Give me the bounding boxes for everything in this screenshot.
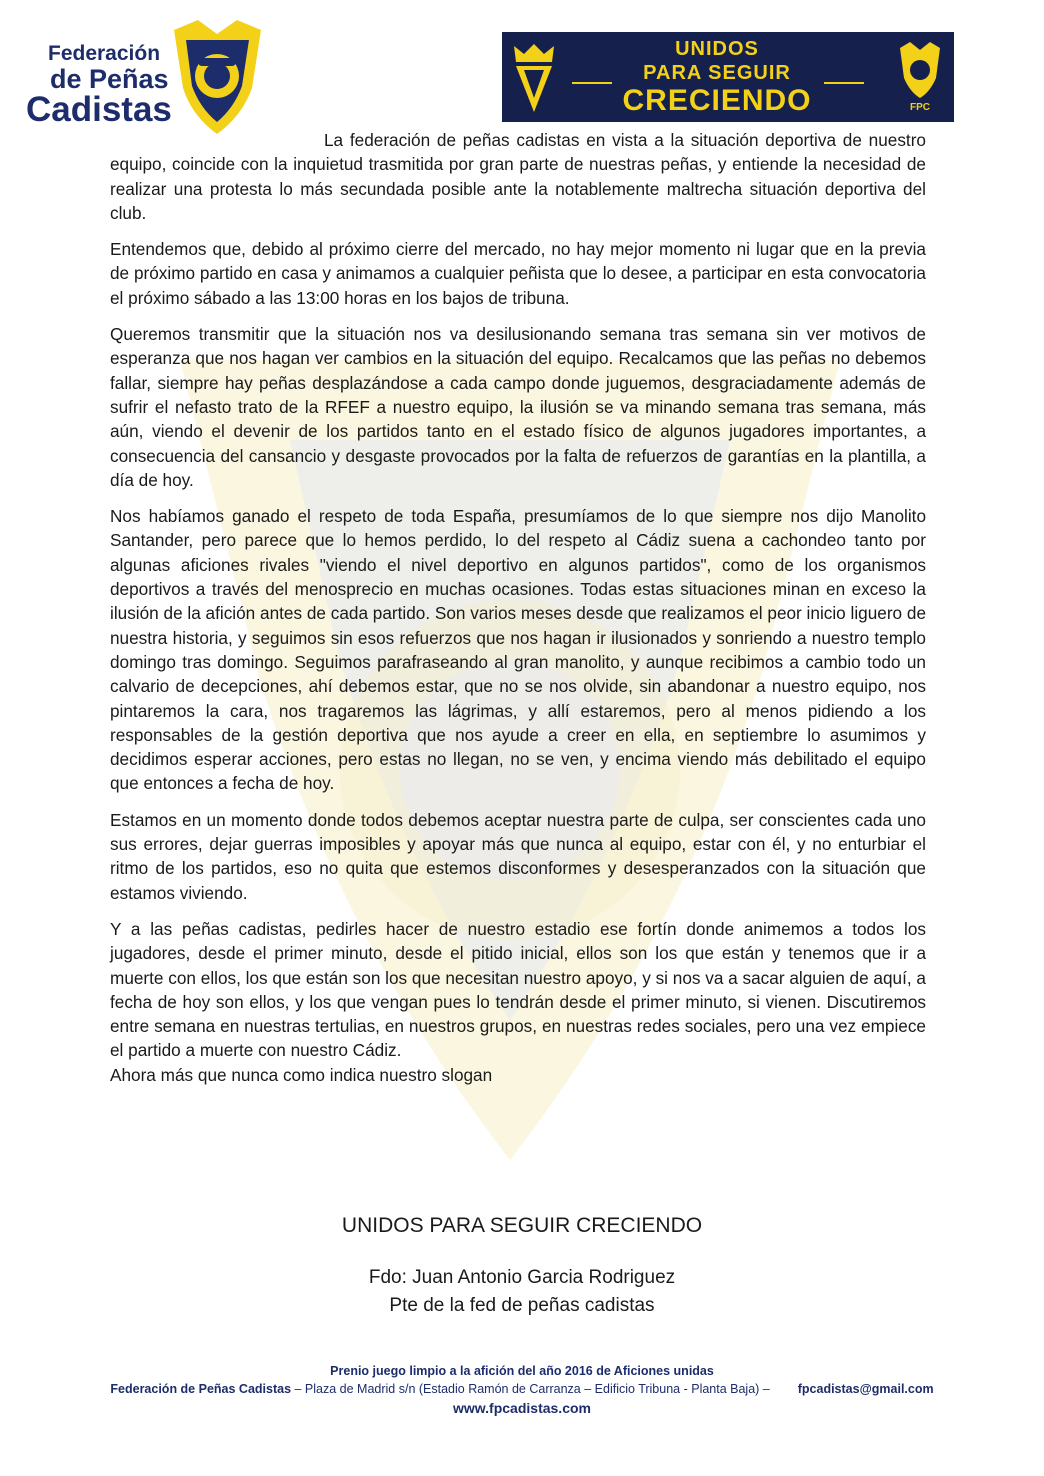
footer-award: Prenio juego limpio a la afición del año 2016 de Aficiones unidas bbox=[330, 1364, 714, 1378]
footer bbox=[0, 1362, 1044, 1418]
footer-address: – Plaza de Madrid s/n (Estadio Ramón de Carranza – Edificio Tribuna - Planta Baja) – bbox=[291, 1382, 770, 1396]
footer-website[interactable]: www.fpcadistas.com bbox=[453, 1400, 591, 1416]
fpc-badge-icon bbox=[898, 40, 942, 100]
paragraph-6: Y a las peñas cadistas, pedirles hacer de nuestro estadio ese fortín donde animemos a todos los jugadores, desde el primer minuto, desde el pitido inicial, ellos son los que están y tenemos que ir a muerte con ellos, los que están son los que necesitan nuestro apoyo, y si nos va a sacar alguien de aquí, a fecha de hoy son ellos, y los que vengan pues lo tendrán desde el primer minuto, si vienen. Discutiremos entre semana en nuestras tertulias, en nuestros grupos, en nuestras redes sociales, pero una vez empiece el partido a muerte con nuestro Cádiz. bbox=[110, 918, 926, 1061]
signature-name: Fdo: Juan Antonio Garcia Rodriguez bbox=[368, 1267, 676, 1288]
crown-shield-icon bbox=[510, 42, 558, 114]
federation-logo bbox=[20, 18, 265, 138]
footer-contact bbox=[0, 1380, 1044, 1398]
footer-email[interactable]: fpcadistas@gmail.com bbox=[797, 1382, 934, 1396]
paragraph-2: Entendemos que, debido al próximo cierre del mercado, no hay mejor momento ni lugar que en la previa de próximo partido en casa y animamos a cualquier peñista que lo desee, a participar en esta convocatoria el próximo sábado a las 13:00 horas en los bajos de tribuna. bbox=[110, 239, 926, 308]
fpc-badge-label: FPC bbox=[910, 102, 930, 113]
logo-line-3: Cadistas bbox=[26, 90, 172, 129]
slogan-text: UNIDOS PARA SEGUIR CRECIENDO bbox=[341, 1214, 703, 1237]
paragraph-3: Queremos transmitir que la situación nos va desilusionando semana tras semana sin ver motivos de esperanza que nos hagan ver cambios en la situación del equipo. Recalcamos que las peñas no debemos fallar, siempre hay peñas desplazándose a cada campo donde juguemos, desgraciadamente además de sufrir el nefasto trato de la RFEF a nuestro equipo, la ilusión se va minando semana tras semana, más aún, viendo el devenir de los partidos tanto en el estado físico de algunos jugadores importantes, a consecuencia del cansancio y desgaste provocados por la falta de refuerzos de garantías en la plantilla, a día de hoy. bbox=[110, 324, 926, 490]
banner-line-1: UNIDOS bbox=[675, 38, 759, 60]
paragraph-5: Estamos en un momento donde todos debemos aceptar nuestra parte de culpa, ser conscientes cada uno sus errores, dejar guerras imposibles y apoyar más que nunca al equipo, estar con él, y no enturbiar el ritmo de los partidos, eso no quita que estemos disconformes y desesperanzados con la situación que estamos viviendo. bbox=[110, 809, 926, 903]
shield-icon bbox=[170, 18, 265, 136]
letter-body bbox=[110, 128, 926, 1087]
signature-title: Pte de la fed de peñas cadistas bbox=[389, 1295, 655, 1316]
closing-line: Ahora más que nunca como indica nuestro slogan bbox=[110, 1064, 493, 1085]
logo-line-2: de Peñas bbox=[50, 64, 169, 94]
logo-line-1: Federación bbox=[48, 42, 161, 65]
paragraph-4: Nos habíamos ganado el respeto de toda España, presumíamos de lo que siempre nos dijo Manolito Santander, pero parece que lo hemos perdido, lo del respeto al Cádiz suena a cachondeo tanto por algunas aficiones rivales "viendo el nivel deportivo en algunos partidos", como de los organismos deportivos a través del menosprecio en muchas ocasiones. Todas estas situaciones minan en exceso la ilusión de la afición antes de cada partido. Son varios meses desde que realizamos el peor inicio liguero de nuestra historia, y seguimos sin esos refuerzos que nos hagan ir ilusionados y sonriendo a nuestro templo domingo tras domingo. Seguimos parafraseando al gran manolito, y aunque recibimos a cambio todo un calvario de decepciones, ahí debemos estar, que no se nos olvide, sin abandonar a nuestro equipo, nos pintaremos la cara, nos tragaremos las lágrimas, y allí estaremos, pero al menos pidiendo a los responsables de la gestión deportiva que nos ayude a creer en ella, en septiembre lo asumimos y decidimos esperar acciones, pero estas no llegan, no se ven, y encima viendo más debilitado el equipo que entonces a fecha de hoy. bbox=[110, 506, 926, 794]
slogan-banner bbox=[502, 32, 954, 122]
paragraph-1: La federación de peñas cadistas en vista a la situación deportiva de nuestro equipo, coincide con la inquietud trasmitida por gran parte de nuestras peñas, y entiende la necesidad de realizar una protesta lo más secundada posible ante la notablemente maltrecha situación deportiva del club. bbox=[110, 130, 926, 223]
footer-org-name: Federación de Peñas Cadistas bbox=[110, 1382, 292, 1396]
banner-line-2: PARA SEGUIR bbox=[643, 62, 791, 84]
banner-line-3: CRECIENDO bbox=[622, 84, 812, 117]
